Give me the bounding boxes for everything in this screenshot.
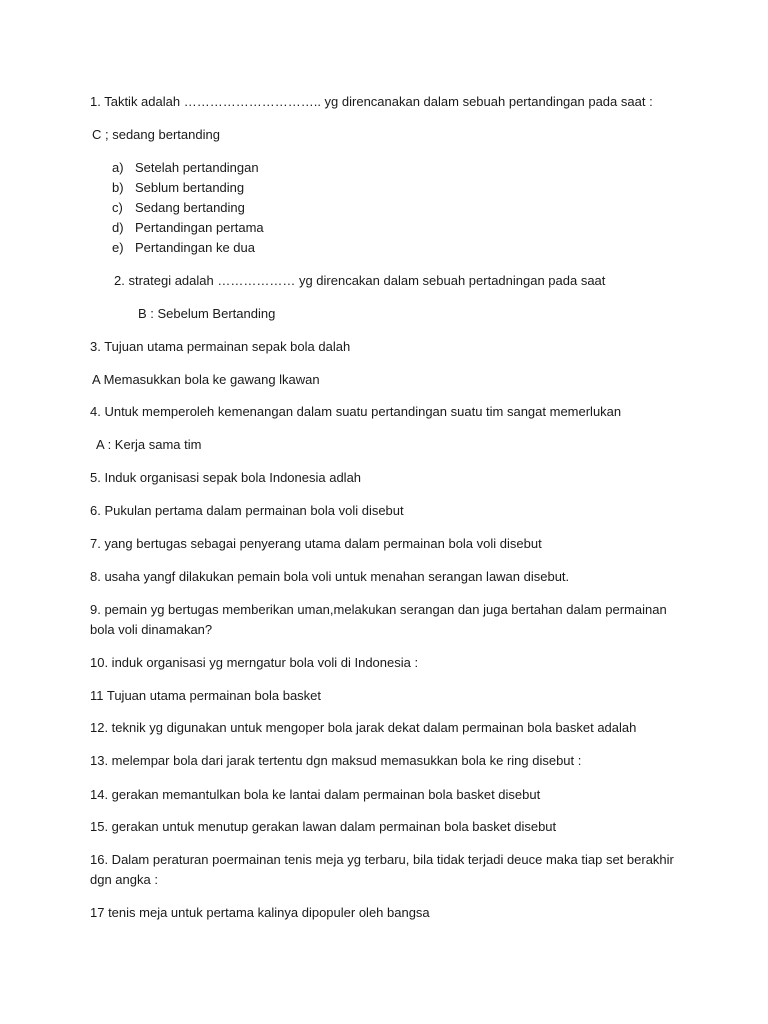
option-item [112, 159, 259, 177]
question-4: 4. Untuk memperoleh kemenangan dalam suatu pertandingan suatu tim sangat memerlukan [90, 404, 622, 419]
question-17: 17 tenis meja untuk pertama kalinya dipopuler oleh bangsa [90, 905, 430, 920]
option-text: Pertandingan ke dua [135, 240, 255, 255]
question-9-line-1: 9. pemain yg bertugas memberikan uman,melakukan serangan dan juga bertahan dalam permainan [90, 602, 667, 617]
question-10: 10. induk organisasi yg merngatur bola voli di Indonesia : [90, 655, 419, 670]
question-3-answer: A Memasukkan bola ke gawang lkawan [92, 372, 320, 387]
question-9-line-2: bola voli dinamakan? [90, 622, 213, 637]
option-text: Setelah pertandingan [135, 160, 259, 175]
option-text: Seblum bertanding [135, 180, 245, 195]
question-12: 12. teknik yg digunakan untuk mengoper bola jarak dekat dalam permainan bola basket adalah [90, 720, 637, 735]
option-item [112, 199, 245, 217]
option-letter: e) [112, 240, 124, 255]
question-2-answer: B : Sebelum Bertanding [138, 306, 276, 321]
option-text: Sedang bertanding [135, 200, 245, 215]
option-item [112, 239, 255, 257]
option-item [112, 179, 244, 197]
option-text: Pertandingan pertama [135, 220, 264, 235]
option-letter: b) [112, 180, 124, 195]
question-11: 11 Tujuan utama permainan bola basket [90, 688, 322, 703]
question-14: 14. gerakan memantulkan bola ke lantai dalam permainan bola basket disebut [90, 787, 541, 802]
question-1: 1. Taktik adalah ………………………….. yg direncanakan dalam sebuah pertandingan pada saat : [90, 94, 653, 109]
question-5: 5. Induk organisasi sepak bola Indonesia adlah [90, 470, 362, 485]
question-16-line-1: 16. Dalam peraturan poermainan tenis meja yg terbaru, bila tidak terjadi deuce maka tiap set berakhir [90, 852, 674, 867]
option-letter: c) [112, 200, 123, 215]
question-3: 3. Tujuan utama permainan sepak bola dalah [90, 339, 351, 354]
question-13: 13. melempar bola dari jarak tertentu dgn maksud memasukkan bola ke ring disebut : [90, 753, 582, 768]
option-letter: d) [112, 220, 124, 235]
option-item [112, 219, 264, 237]
question-2: 2. strategi adalah ……………… yg direncakan dalam sebuah pertadningan pada saat [114, 273, 606, 288]
question-1-answer: C ; sedang bertanding [92, 127, 220, 142]
question-7: 7. yang bertugas sebagai penyerang utama dalam permainan bola voli disebut [90, 536, 542, 551]
question-8: 8. usaha yangf dilakukan pemain bola voli untuk menahan serangan lawan disebut. [90, 569, 570, 584]
option-letter: a) [112, 160, 124, 175]
question-15: 15. gerakan untuk menutup gerakan lawan dalam permainan bola basket disebut [90, 819, 557, 834]
question-4-answer: A : Kerja sama tim [96, 437, 202, 452]
question-16-line-2: dgn angka : [90, 872, 158, 887]
question-6: 6. Pukulan pertama dalam permainan bola voli disebut [90, 503, 404, 518]
